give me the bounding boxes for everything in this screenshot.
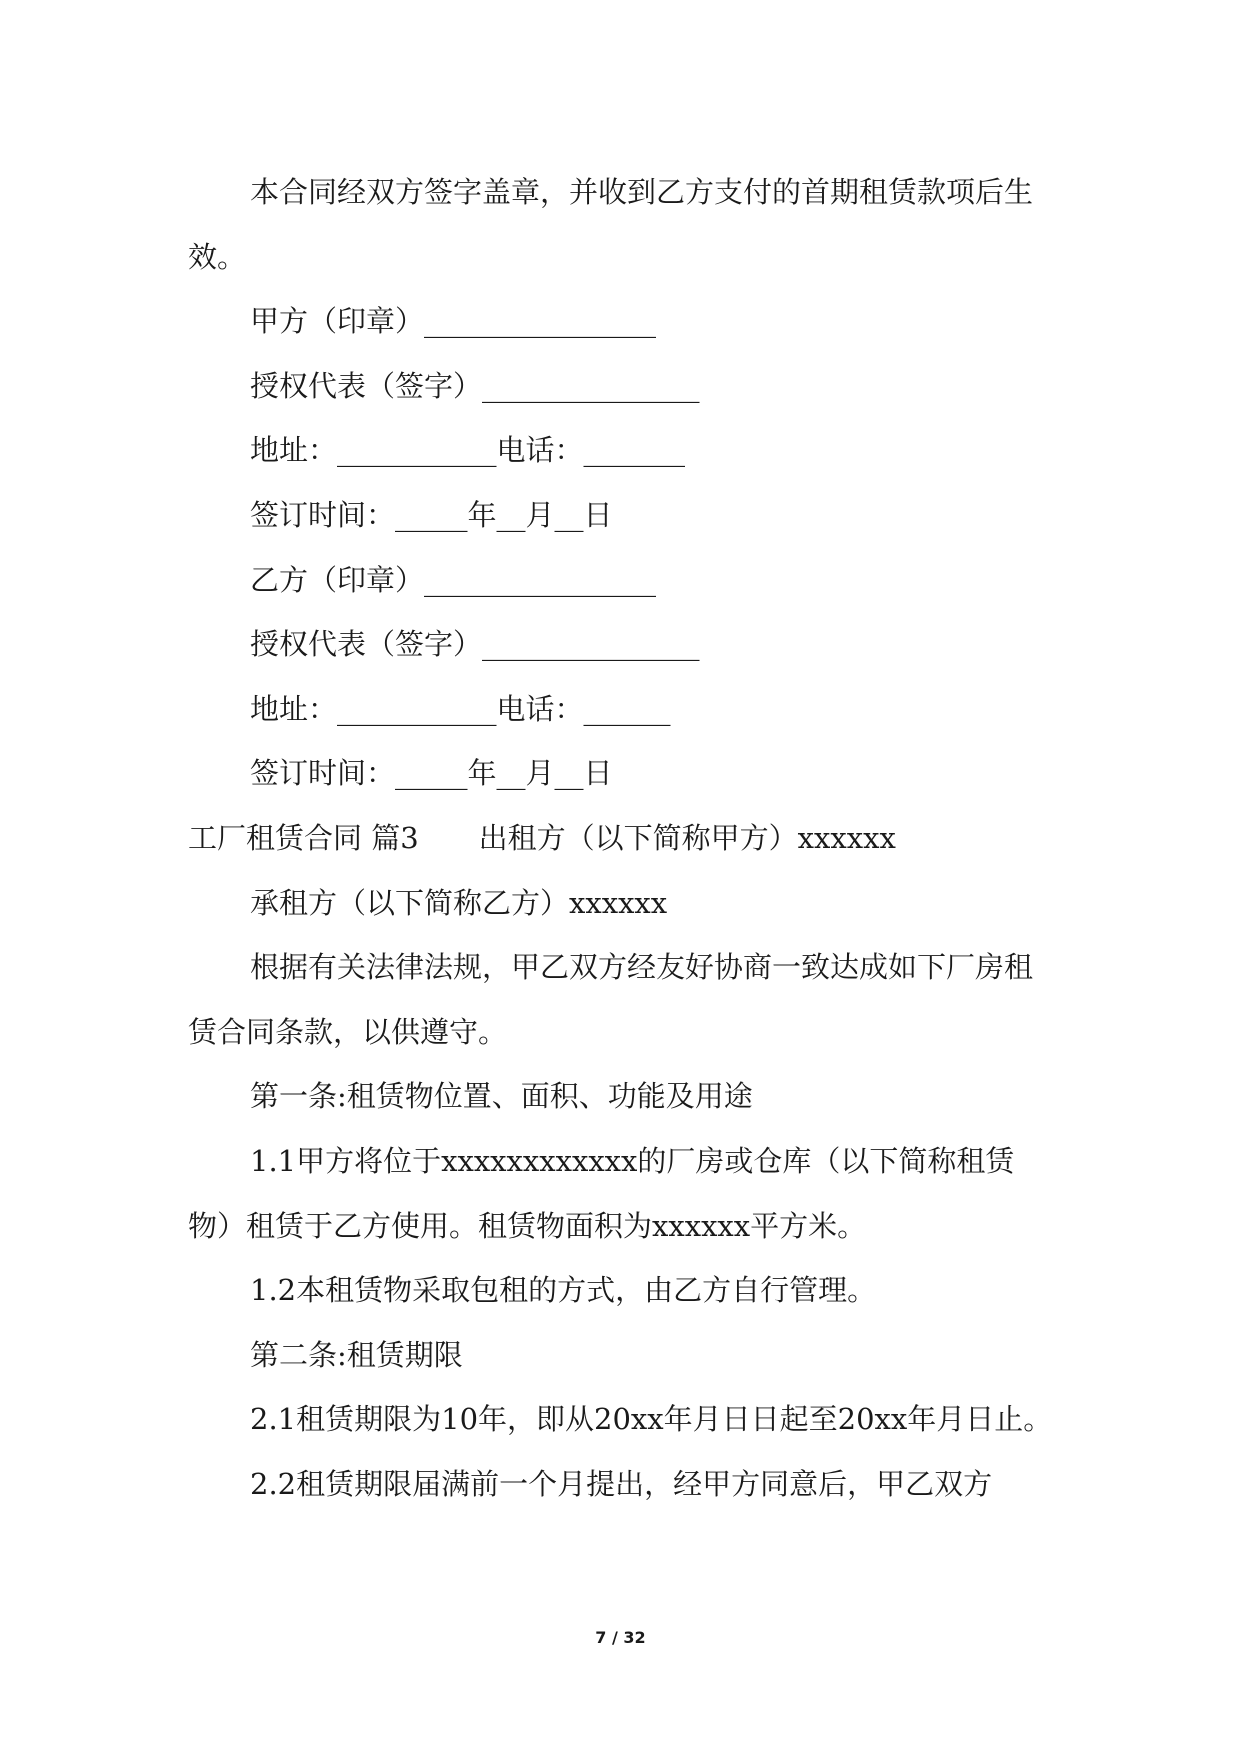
article-2-heading: 第二条:租赁期限 bbox=[250, 1337, 463, 1372]
party-b-address-phone-line: 地址：___________电话：______ bbox=[250, 691, 671, 726]
paragraph-effective-clause: 本合同经双方签字盖章，并收到乙方支付的首期租赁款项后生效。 bbox=[188, 175, 1034, 274]
section-heading: 工厂租赁合同 篇3 bbox=[188, 820, 419, 855]
party-a-representative-line: 授权代表（签字）_______________ bbox=[250, 368, 700, 403]
party-a-sign-date-line: 签订时间：_____年__月__日 bbox=[250, 497, 613, 532]
party-a-address-phone-line: 地址：___________电话：_______ bbox=[250, 433, 686, 468]
party-b-seal-line: 乙方（印章）________________ bbox=[250, 562, 657, 597]
paragraph-preamble: 根据有关法律法规，甲乙双方经友好协商一致达成如下厂房租赁合同条款，以供遵守。 bbox=[188, 950, 1034, 1049]
lessee-line: 承租方（以下简称乙方）xxxxxx bbox=[250, 885, 668, 920]
lessor-line: 出租方（以下简称甲方）xxxxxx bbox=[478, 820, 896, 855]
clause-1-2: 1.2本租赁物采取包租的方式，由乙方自行管理。 bbox=[250, 1273, 877, 1308]
clause-2-1: 2.1租赁期限为10年，即从20xx年月日日起至20xx年月日止。 bbox=[250, 1402, 1053, 1437]
section-heading-line bbox=[188, 806, 1053, 871]
party-b-sign-date-line: 签订时间：_____年__月__日 bbox=[250, 756, 613, 791]
document-body bbox=[188, 160, 1053, 1516]
article-1-heading: 第一条:租赁物位置、面积、功能及用途 bbox=[250, 1079, 753, 1114]
party-b-representative-line: 授权代表（签字）_______________ bbox=[250, 627, 700, 662]
party-a-seal-line: 甲方（印章）________________ bbox=[250, 304, 657, 339]
clause-2-2: 2.2租赁期限届满前一个月提出，经甲方同意后，甲乙双方 bbox=[250, 1466, 993, 1501]
page-number: 7 / 32 bbox=[595, 1628, 646, 1647]
clause-1-1: 1.1甲方将位于xxxxxxxxxxxx的厂房或仓库（以下简称租赁物）租赁于乙方使用。租赁物面积为xxxxxx平方米。 bbox=[188, 1143, 1015, 1243]
